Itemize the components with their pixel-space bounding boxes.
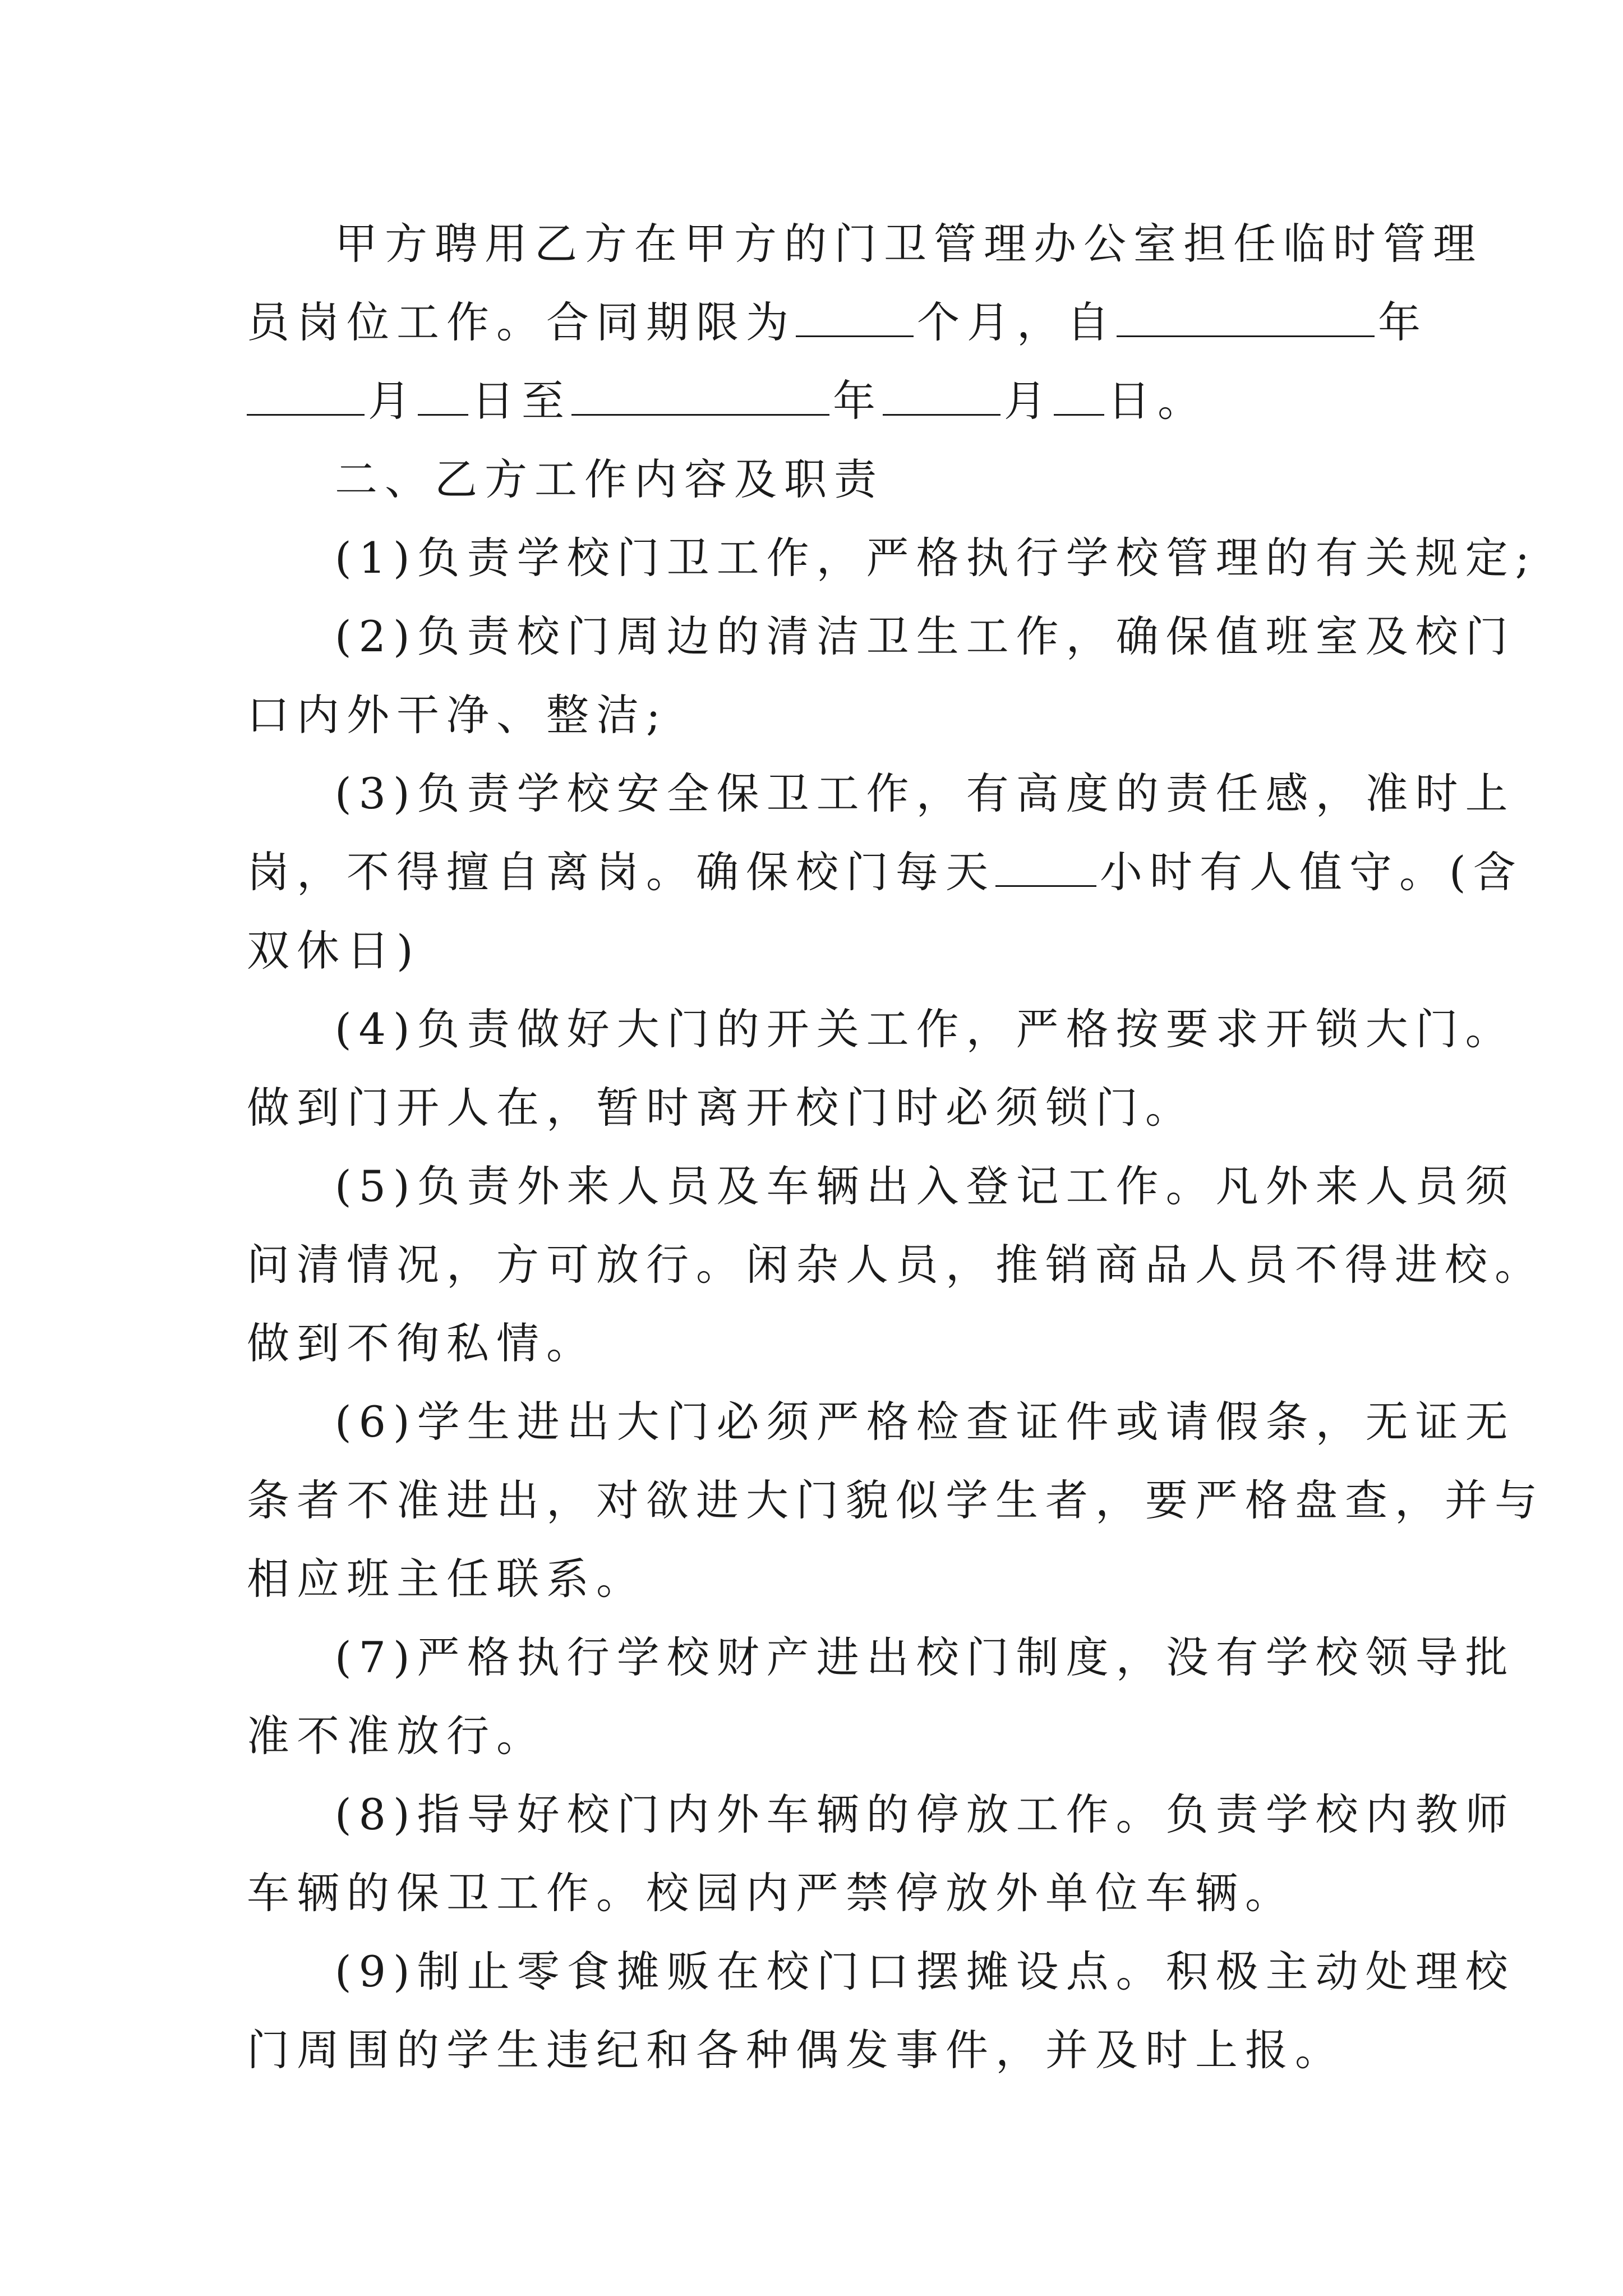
item-text: 双休日): [247, 926, 421, 976]
list-item-continuation: [247, 682, 1391, 749]
paragraph-text: 甲方聘用乙方在甲方的门卫管理办公室担任临时管理: [335, 219, 1483, 269]
item-text: 口内外干净、整洁;: [247, 690, 668, 740]
end-month-blank[interactable]: [883, 379, 1000, 416]
list-item-continuation: [247, 1467, 1544, 1534]
list-item: [335, 1624, 1515, 1691]
item-text: 做到门开人在，暂时离开校门时必须锁门。: [247, 1083, 1195, 1133]
paragraph-text: 月: [368, 376, 418, 426]
item-text: 门周围的学生违纪和各种偶发事件，并及时上报。: [247, 2025, 1345, 2075]
item-text: 准不准放行。: [247, 1711, 546, 1761]
item-text: (3)负责学校安全保卫工作，有高度的责任感，准时上: [335, 769, 1515, 818]
paragraph-line: [335, 210, 1483, 278]
list-item-continuation: [247, 1545, 1391, 1613]
paragraph-text: 年: [833, 376, 883, 426]
list-item-continuation: [247, 1703, 1391, 1770]
item-text: (2)负责校门周边的清洁卫生工作，确保值班室及校门: [335, 611, 1515, 661]
list-item: [335, 1388, 1515, 1456]
start-month-blank[interactable]: [247, 379, 365, 416]
paragraph-line: [247, 367, 1391, 435]
list-item: [335, 760, 1515, 827]
paragraph-line: [247, 289, 1428, 356]
list-item: [335, 996, 1515, 1063]
item-text: 小时有人值守。(含: [1100, 847, 1523, 897]
paragraph-text: 年: [1378, 297, 1428, 347]
months-blank[interactable]: [796, 301, 914, 337]
list-item-continuation: [247, 1310, 1391, 1377]
section-heading: [335, 446, 1391, 513]
start-year-blank[interactable]: [1117, 301, 1375, 337]
end-day-blank[interactable]: [1054, 379, 1104, 416]
list-item-continuation: [247, 2017, 1391, 2084]
item-text: (7)严格执行学校财产进出校门制度，没有学校领导批: [335, 1632, 1515, 1682]
list-item: [335, 603, 1515, 670]
list-item: [335, 1938, 1515, 2005]
list-item: [335, 524, 1537, 592]
item-text: (8)指导好校门内外车辆的停放工作。负责学校内教师: [335, 1789, 1515, 1839]
item-text: (4)负责做好大门的开关工作，严格按要求开锁大门。: [335, 1004, 1515, 1054]
item-text: 车辆的保卫工作。校园内严禁停放外单位车辆。: [247, 1868, 1295, 1918]
section-title: 二、乙方工作内容及职责: [335, 454, 884, 504]
end-year-blank[interactable]: [571, 379, 829, 416]
start-day-blank[interactable]: [418, 379, 468, 416]
item-text: 问清情况，方可放行。闲杂人员，推销商品人员不得进校。: [247, 1240, 1544, 1290]
paragraph-text: 员岗位工作。合同期限为: [247, 297, 796, 347]
list-item-continuation: [247, 1860, 1391, 1927]
item-text: (5)负责外来人员及车辆出入登记工作。凡外来人员须: [335, 1161, 1515, 1211]
list-item-continuation: [247, 1074, 1391, 1142]
item-text: (6)学生进出大门必须严格检查证件或请假条，无证无: [335, 1397, 1515, 1447]
list-item-continuation: [247, 917, 1391, 984]
list-item-continuation: [247, 1231, 1544, 1299]
list-item-continuation: [247, 839, 1523, 906]
item-text: 相应班主任联系。: [247, 1554, 646, 1604]
item-text: (9)制止零食摊贩在校门口摆摊设点。积极主动处理校: [335, 1947, 1515, 1996]
item-text: 岗，不得擅自离岗。确保校门每天: [247, 847, 995, 897]
item-text: 做到不徇私情。: [247, 1318, 596, 1368]
list-item: [335, 1781, 1515, 1848]
item-text: (1)负责学校门卫工作，严格执行学校管理的有关规定;: [335, 533, 1537, 583]
item-text: 条者不准进出，对欲进大门貌似学生者，要严格盘查，并与: [247, 1475, 1544, 1525]
list-item: [335, 1153, 1515, 1220]
paragraph-text: 月: [1004, 376, 1054, 426]
paragraph-text: 个月，自: [917, 297, 1117, 347]
hours-blank[interactable]: [995, 850, 1096, 887]
paragraph-text: 日。: [1108, 376, 1207, 426]
paragraph-text: 日至: [472, 376, 571, 426]
